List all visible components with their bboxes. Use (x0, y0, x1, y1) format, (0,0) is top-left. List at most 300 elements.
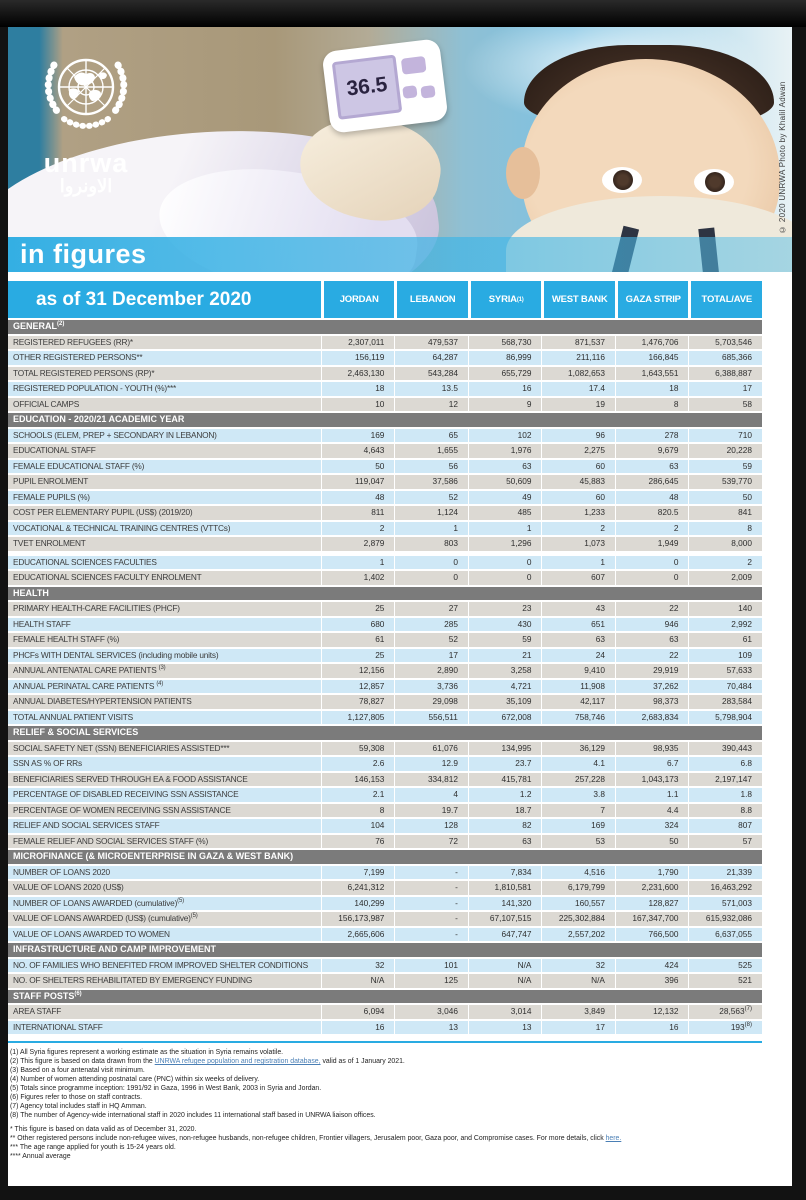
data-cell: 64,287 (395, 351, 468, 365)
data-cell: 766,500 (616, 928, 689, 942)
data-cell: 424 (616, 959, 689, 973)
data-cell: 12.9 (395, 757, 468, 771)
data-cell: 65 (395, 429, 468, 443)
data-cell: 19 (542, 398, 615, 412)
data-cell: 278 (616, 429, 689, 443)
data-cell: 3.8 (542, 788, 615, 802)
data-cell: 193$^{(8)}$ (689, 1021, 762, 1035)
statistics-table (8, 320, 762, 1034)
data-cell: 28,563$^{(7)}$ (689, 1005, 762, 1019)
data-cell: 23 (469, 602, 542, 616)
thermometer-button (420, 85, 435, 99)
table-row (8, 742, 762, 756)
row-label: RELIEF AND SOCIAL SERVICES STAFF (8, 819, 321, 833)
data-cell: 61 (689, 633, 762, 647)
data-cell: 8,000 (689, 537, 762, 551)
table-row (8, 506, 762, 520)
data-cell: 50 (616, 835, 689, 849)
row-label: PUPIL ENROLMENT (8, 475, 321, 489)
data-cell: 58 (689, 398, 762, 412)
data-cell: 257,228 (542, 773, 615, 787)
data-cell: 61,076 (395, 742, 468, 756)
data-cell: 60 (542, 491, 615, 505)
data-cell: 21,339 (689, 866, 762, 880)
footnote-marker: **** (10, 1153, 23, 1160)
data-cell: 18 (616, 382, 689, 396)
data-cell: 651 (542, 618, 615, 632)
data-cell: N/A (322, 974, 395, 988)
row-label: FEMALE PUPILS (%) (8, 491, 321, 505)
data-cell: N/A (469, 959, 542, 973)
data-cell: 324 (616, 819, 689, 833)
data-cell: 140 (689, 602, 762, 616)
row-label: NO. OF SHELTERS REHABILITATED BY EMERGENCY FUNDING (8, 974, 321, 988)
data-cell: 2,683,834 (616, 711, 689, 725)
row-label: VALUE OF LOANS AWARDED TO WOMEN (8, 928, 321, 942)
section-header: GENERAL$^{(2)}$ (8, 320, 762, 334)
data-cell: 146,153 (322, 773, 395, 787)
data-cell: 7 (542, 804, 615, 818)
data-cell: 10 (322, 398, 395, 412)
data-cell: 166,845 (616, 351, 689, 365)
data-cell: 803 (395, 537, 468, 551)
table-row (8, 537, 762, 551)
thermometer-button (401, 56, 427, 75)
photo-credit: © 2020 UNRWA Photo by Khalil Adwan (778, 81, 787, 234)
data-cell: 160,557 (542, 897, 615, 911)
data-cell: 167,347,700 (616, 912, 689, 926)
data-cell: 63 (616, 460, 689, 474)
section-header: INFRASTRUCTURE AND CAMP IMPROVEMENT (8, 943, 762, 957)
data-cell: 20,228 (689, 444, 762, 458)
row-label: ANNUAL PERINATAL CARE PATIENTS $^{(4)}$ (8, 680, 321, 694)
row-label: SSN AS % OF RRs (8, 757, 321, 771)
data-cell: 35,109 (469, 695, 542, 709)
data-cell: 22 (616, 649, 689, 663)
data-cell: 1,296 (469, 537, 542, 551)
row-label: TVET ENROLMENT (8, 537, 321, 551)
footnote-marker: (2) (10, 1058, 21, 1065)
data-cell: 6,094 (322, 1005, 395, 1019)
data-cell: 1 (395, 522, 468, 536)
data-cell: 1.1 (616, 788, 689, 802)
row-label: OFFICIAL CAMPS (8, 398, 321, 412)
data-cell: 710 (689, 429, 762, 443)
data-cell: 211,116 (542, 351, 615, 365)
data-cell: 430 (469, 618, 542, 632)
table-row (8, 618, 762, 632)
data-cell: 25 (322, 649, 395, 663)
table-row (8, 556, 762, 570)
data-cell: 6,179,799 (542, 881, 615, 895)
data-cell: 78,827 (322, 695, 395, 709)
data-cell: 4,721 (469, 680, 542, 694)
thermometer-button (402, 85, 417, 99)
data-cell: 1,082,653 (542, 367, 615, 381)
data-cell: 4 (395, 788, 468, 802)
footnote-marker: (4) (10, 1076, 21, 1083)
data-cell: 2,275 (542, 444, 615, 458)
table-row (8, 928, 762, 942)
data-cell: - (395, 912, 468, 926)
data-cell: 283,584 (689, 695, 762, 709)
footnote-link[interactable]: here. (605, 1135, 622, 1142)
row-label: AREA STAFF (8, 1005, 321, 1019)
data-cell: 1.2 (469, 788, 542, 802)
table-row (8, 711, 762, 725)
data-cell: 0 (469, 571, 542, 585)
data-cell: 4.1 (542, 757, 615, 771)
table-row (8, 881, 762, 895)
table-row (8, 695, 762, 709)
data-cell: 101 (395, 959, 468, 973)
data-cell: 6,241,312 (322, 881, 395, 895)
table-row (8, 429, 762, 443)
table-row (8, 664, 762, 678)
column-header: LEBANON (397, 281, 468, 318)
data-cell: 2,992 (689, 618, 762, 632)
data-cell: N/A (542, 974, 615, 988)
data-cell: 50 (689, 491, 762, 505)
data-cell: 43 (542, 602, 615, 616)
data-cell: 23.7 (469, 757, 542, 771)
table-row (8, 633, 762, 647)
data-cell: 841 (689, 506, 762, 520)
footnote: (5) Totals since programme inception: 1991/92 in Gaza, 1996 in West Bank, 2003 in Syria and Jordan. (10, 1085, 322, 1092)
row-label: PHCFs WITH DENTAL SERVICES (including mobile units) (8, 649, 321, 663)
data-cell: 7,834 (469, 866, 542, 880)
data-cell: 98,935 (616, 742, 689, 756)
data-cell: 396 (616, 974, 689, 988)
data-cell: 7,199 (322, 866, 395, 880)
table-row (8, 460, 762, 474)
data-cell: 102 (469, 429, 542, 443)
infrared-thermometer (321, 38, 448, 134)
data-cell: 119,047 (322, 475, 395, 489)
data-cell: 1,655 (395, 444, 468, 458)
row-label: VALUE OF LOANS 2020 (US$) (8, 881, 321, 895)
data-cell: 286,645 (616, 475, 689, 489)
data-cell: 539,770 (689, 475, 762, 489)
data-cell: 1,949 (616, 537, 689, 551)
row-label: EDUCATIONAL SCIENCES FACULTY ENROLMENT (8, 571, 321, 585)
data-cell: 2,665,606 (322, 928, 395, 942)
data-cell: 134,995 (469, 742, 542, 756)
row-label: EDUCATIONAL STAFF (8, 444, 321, 458)
row-label: PRIMARY HEALTH-CARE FACILITIES (PHCF) (8, 602, 321, 616)
table-row (8, 912, 762, 926)
table-row (8, 491, 762, 505)
data-cell: 6,637,055 (689, 928, 762, 942)
table-row (8, 757, 762, 771)
data-cell: 29,919 (616, 664, 689, 678)
data-cell: 12 (395, 398, 468, 412)
data-cell: 1,073 (542, 537, 615, 551)
data-cell: 16 (322, 1021, 395, 1035)
table-header-row (8, 281, 762, 318)
footnote: (7) Agency total includes staff in HQ Amman. (10, 1103, 147, 1110)
data-cell: 285 (395, 618, 468, 632)
data-cell: 16 (469, 382, 542, 396)
table-row (8, 835, 762, 849)
data-cell: 655,729 (469, 367, 542, 381)
data-cell: 2,231,600 (616, 881, 689, 895)
table-row (8, 522, 762, 536)
data-cell: 0 (469, 556, 542, 570)
footnote-marker: (1) (10, 1049, 20, 1056)
data-cell: 521 (689, 974, 762, 988)
data-cell: 0 (616, 571, 689, 585)
data-cell: 36,129 (542, 742, 615, 756)
data-cell: 334,812 (395, 773, 468, 787)
table-row (8, 571, 762, 585)
data-cell: 169 (542, 819, 615, 833)
data-cell: 1.8 (689, 788, 762, 802)
row-label: BENEFICIARIES SERVED THROUGH EA & FOOD ASSISTANCE (8, 773, 321, 787)
data-cell: 141,320 (469, 897, 542, 911)
row-label: NUMBER OF LOANS 2020 (8, 866, 321, 880)
row-label: COST PER ELEMENTARY PUPIL (US$) (2019/20) (8, 506, 321, 520)
banner-title: in figures (20, 239, 147, 269)
data-cell: 12,132 (616, 1005, 689, 1019)
data-cell: 1,402 (322, 571, 395, 585)
data-cell: 52 (395, 633, 468, 647)
data-cell: 59,308 (322, 742, 395, 756)
row-label: VALUE OF LOANS AWARDED (US$) (cumulative)$^{(5)}$ (8, 912, 321, 926)
data-cell: 128 (395, 819, 468, 833)
data-cell: 21 (469, 649, 542, 663)
data-cell: 2,009 (689, 571, 762, 585)
data-cell: 140,299 (322, 897, 395, 911)
section-header: RELIEF & SOCIAL SERVICES (8, 726, 762, 740)
data-cell: 615,932,086 (689, 912, 762, 926)
unrwa-wordmark-arabic: الاونروا (59, 176, 113, 196)
as-of-date-label: as of 31 December 2020 (8, 281, 321, 318)
data-cell: 45,883 (542, 475, 615, 489)
data-cell: 390,443 (689, 742, 762, 756)
table-row (8, 398, 762, 412)
footnote-marker: (3) (10, 1067, 21, 1074)
data-cell: 17 (689, 382, 762, 396)
table-row (8, 1021, 762, 1035)
data-cell: 4.4 (616, 804, 689, 818)
data-cell: 680 (322, 618, 395, 632)
data-cell: 1,790 (616, 866, 689, 880)
data-cell: 525 (689, 959, 762, 973)
data-cell: 96 (542, 429, 615, 443)
footnote: (3) Based on a four antenatal visit minimum. (10, 1067, 145, 1074)
data-cell: 1,976 (469, 444, 542, 458)
data-cell: 57 (689, 835, 762, 849)
footnote: (6) Figures refer to those on staff contracts. (10, 1094, 143, 1101)
row-label: FEMALE HEALTH STAFF (%) (8, 633, 321, 647)
table-row (8, 819, 762, 833)
data-cell: - (395, 881, 468, 895)
column-header: WEST BANK (544, 281, 615, 318)
data-cell: 128,827 (616, 897, 689, 911)
row-label: VOCATIONAL & TECHNICAL TRAINING CENTRES (VTTCs) (8, 522, 321, 536)
row-label: REGISTERED REFUGEES (RR)* (8, 336, 321, 350)
baby-eye (694, 169, 734, 195)
data-cell: 2.6 (322, 757, 395, 771)
data-cell: 13 (469, 1021, 542, 1035)
data-cell: 811 (322, 506, 395, 520)
table-row (8, 773, 762, 787)
document-page (8, 27, 792, 1186)
data-cell: 5,703,546 (689, 336, 762, 350)
table-row (8, 367, 762, 381)
data-cell: 556,511 (395, 711, 468, 725)
data-cell: 53 (542, 835, 615, 849)
data-cell: 86,999 (469, 351, 542, 365)
data-cell: 29,098 (395, 695, 468, 709)
data-cell: 18.7 (469, 804, 542, 818)
table-row (8, 866, 762, 880)
data-cell: 485 (469, 506, 542, 520)
data-cell: 60 (542, 460, 615, 474)
data-cell: 2.1 (322, 788, 395, 802)
data-cell: 2,879 (322, 537, 395, 551)
footnotes-divider (8, 1041, 762, 1043)
data-cell: 56 (395, 460, 468, 474)
data-cell: 672,008 (469, 711, 542, 725)
data-cell: 24 (542, 649, 615, 663)
data-cell: 3,014 (469, 1005, 542, 1019)
unrwa-logo (28, 53, 144, 196)
section-header: MICROFINANCE (& MICROENTERPRISE IN GAZA & WEST BANK) (8, 850, 762, 864)
data-cell: 49 (469, 491, 542, 505)
footnote: (8) The number of Agency-wide international staff in 2020 includes 11 international staff based in UNRWA liaison offices. (10, 1112, 376, 1119)
data-cell: 3,258 (469, 664, 542, 678)
data-cell: 76 (322, 835, 395, 849)
data-cell: 32 (322, 959, 395, 973)
data-cell: 2 (689, 556, 762, 570)
row-label: SOCIAL SAFETY NET (SSN) BENEFICIARIES ASSISTED*** (8, 742, 321, 756)
data-cell: 17 (542, 1021, 615, 1035)
data-cell: 3,046 (395, 1005, 468, 1019)
table-row (8, 897, 762, 911)
data-cell: 25 (322, 602, 395, 616)
data-cell: 1,124 (395, 506, 468, 520)
data-cell: 156,119 (322, 351, 395, 365)
data-cell: 1 (542, 556, 615, 570)
data-cell: 1 (322, 556, 395, 570)
section-header: STAFF POSTS$^{(6)}$ (8, 990, 762, 1004)
footnote-marker: (6) (10, 1094, 21, 1101)
data-cell: 8 (322, 804, 395, 818)
data-cell: 13 (395, 1021, 468, 1035)
data-cell: 2,557,202 (542, 928, 615, 942)
column-header: GAZA STRIP (618, 281, 689, 318)
data-cell: 63 (542, 633, 615, 647)
footnote-link[interactable]: UNRWA refugee population and registration database, (154, 1058, 321, 1065)
data-cell: 8 (689, 522, 762, 536)
data-cell: 1,233 (542, 506, 615, 520)
data-cell: 50,609 (469, 475, 542, 489)
data-cell: 8 (616, 398, 689, 412)
data-cell: 2 (542, 522, 615, 536)
data-cell: 63 (469, 460, 542, 474)
data-cell: 22 (616, 602, 689, 616)
data-cell: 18 (322, 382, 395, 396)
data-cell: 17 (395, 649, 468, 663)
data-cell: 12,857 (322, 680, 395, 694)
top-frame-bar (0, 0, 806, 27)
footnote-marker: *** (10, 1144, 20, 1151)
row-label: PERCENTAGE OF DISABLED RECEIVING SSN ASSISTANCE (8, 788, 321, 802)
data-cell: 59 (469, 633, 542, 647)
table-row (8, 1005, 762, 1019)
baby-eye (602, 167, 642, 193)
data-cell: 2,463,130 (322, 367, 395, 381)
data-cell: 2,197,147 (689, 773, 762, 787)
numbered-footnotes (8, 1048, 766, 1120)
table-row (8, 680, 762, 694)
data-cell: 125 (395, 974, 468, 988)
table-row (8, 959, 762, 973)
row-label: OTHER REGISTERED PERSONS** (8, 351, 321, 365)
data-cell: 758,746 (542, 711, 615, 725)
data-cell: 98,373 (616, 695, 689, 709)
data-cell: 61 (322, 633, 395, 647)
data-cell: 63 (469, 835, 542, 849)
data-cell: 82 (469, 819, 542, 833)
asterisk-footnotes (8, 1125, 766, 1161)
data-cell: 156,173,987 (322, 912, 395, 926)
data-cell: 543,284 (395, 367, 468, 381)
data-cell: 67,107,515 (469, 912, 542, 926)
data-cell: 0 (395, 571, 468, 585)
data-cell: 479,537 (395, 336, 468, 350)
footnote-marker: * (10, 1126, 15, 1133)
row-label: NO. OF FAMILIES WHO BENEFITED FROM IMPROVED SHELTER CONDITIONS (8, 959, 321, 973)
column-header: SYRIA (1) (471, 281, 542, 318)
data-cell: 4,643 (322, 444, 395, 458)
data-cell: 607 (542, 571, 615, 585)
asterisk-note: *** The age range applied for youth is 15-24 years old. (10, 1144, 176, 1151)
row-label: TOTAL ANNUAL PATIENT VISITS (8, 711, 321, 725)
row-label: REGISTERED POPULATION - YOUTH (%)*** (8, 382, 321, 396)
data-cell: 3,736 (395, 680, 468, 694)
data-cell: 6.7 (616, 757, 689, 771)
thermometer-display: 36.5 (332, 55, 403, 120)
row-label: ANNUAL ANTENATAL CARE PATIENTS $^{(3)}$ (8, 664, 321, 678)
data-cell: 0 (616, 556, 689, 570)
table-row (8, 602, 762, 616)
data-cell: 1,476,706 (616, 336, 689, 350)
data-cell: 3,849 (542, 1005, 615, 1019)
data-cell: 50 (322, 460, 395, 474)
data-cell: 2,890 (395, 664, 468, 678)
data-cell: N/A (469, 974, 542, 988)
footnote-marker: (7) (10, 1103, 20, 1110)
data-cell: 8.8 (689, 804, 762, 818)
column-header: JORDAN (324, 281, 395, 318)
asterisk-note: **** Annual average (10, 1153, 71, 1160)
data-cell: 1,043,173 (616, 773, 689, 787)
row-label: ANNUAL DIABETES/HYPERTENSION PATIENTS (8, 695, 321, 709)
row-label: HEALTH STAFF (8, 618, 321, 632)
data-cell: 59 (689, 460, 762, 474)
table-row (8, 475, 762, 489)
data-cell: 48 (616, 491, 689, 505)
data-cell: 72 (395, 835, 468, 849)
unrwa-wordmark: unrwa (43, 148, 129, 178)
data-cell: 169 (322, 429, 395, 443)
data-cell: 13.5 (395, 382, 468, 396)
table-row (8, 788, 762, 802)
data-cell: 820.5 (616, 506, 689, 520)
